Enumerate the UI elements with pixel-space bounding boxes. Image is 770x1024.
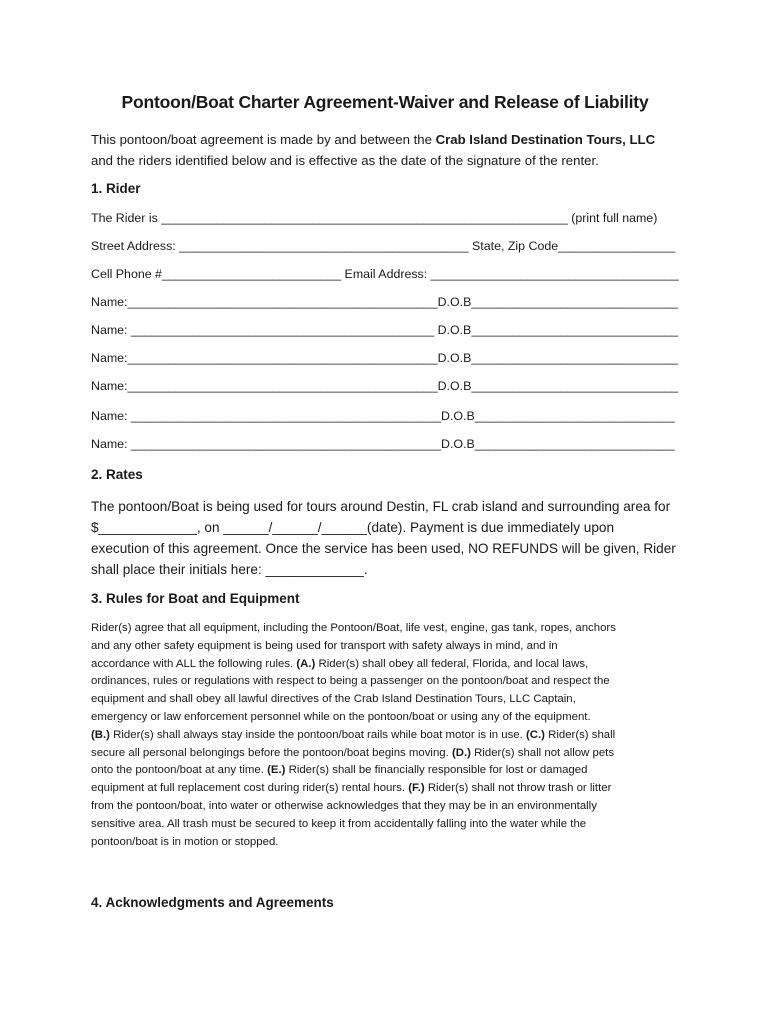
- rules-text: onto the pontoon/boat at any time.: [91, 764, 268, 777]
- rules-line-11: from the pontoon/boat, into water or otherwise acknowledges that they may be in an environmentally: [91, 799, 597, 812]
- rules-text: accordance with ALL the following rules.: [91, 657, 297, 670]
- rules-text: secure all personal belongings before the pontoon/boat begins moving.: [91, 746, 452, 759]
- name-dob-field-1[interactable]: Name:_____________________________________________D.O.B______________________________: [91, 295, 679, 309]
- rules-line-10: [91, 780, 691, 798]
- rates-paragraph: [91, 496, 691, 580]
- rule-marker-e: (E.): [267, 764, 286, 777]
- rules-text: Rider(s) shall not allow pets: [470, 746, 615, 759]
- rates-line-4[interactable]: shall place their initials here: _____________.: [91, 562, 368, 577]
- company-name: Crab Island Destination Tours, LLC: [435, 132, 656, 147]
- rules-line-13: pontoon/boat is in motion or stopped.: [91, 835, 279, 848]
- document-title: Pontoon/Boat Charter Agreement-Waiver and Release of Liability: [121, 92, 649, 112]
- name-dob-field-5[interactable]: Name: _____________________________________________D.O.B_____________________________: [91, 409, 675, 423]
- rule-marker-c: (C.): [525, 728, 545, 741]
- rule-marker-d: (D.): [451, 746, 471, 759]
- rules-line-12: sensitive area. All trash must be secured to keep it from accidentally falling into the water while the: [91, 817, 587, 830]
- rules-line-6: emergency or law enforcement personnel while on the pontoon/boat or using any of the equipment.: [91, 710, 591, 723]
- name-dob-field-6[interactable]: Name: _____________________________________________D.O.B_____________________________: [91, 437, 675, 451]
- section-heading-rates: 2. Rates: [91, 467, 143, 482]
- section-heading-rider: 1. Rider: [91, 181, 141, 196]
- section-heading-acknowledgments: 4. Acknowledgments and Agreements: [91, 895, 334, 910]
- street-address-field[interactable]: Street Address: __________________________________________ State, Zip Code_________________: [91, 239, 676, 253]
- intro-line-2: and the riders identified below and is effective as the date of the signature of the renter.: [91, 153, 599, 168]
- name-dob-field-3[interactable]: Name:_____________________________________________D.O.B______________________________: [91, 351, 679, 365]
- rules-line-3: [91, 656, 691, 674]
- rules-line-8: [91, 745, 691, 763]
- rules-text: equipment at full replacement cost during rider(s) rental hours.: [91, 782, 409, 795]
- name-dob-field-2[interactable]: Name: ____________________________________________ D.O.B______________________________: [91, 323, 679, 337]
- intro-line-1: [91, 129, 691, 150]
- rules-text: Rider(s) shall obey all federal, Florida, and local laws,: [315, 657, 589, 670]
- rules-line-7: [91, 727, 691, 745]
- rules-text: Rider(s) shall always stay inside the pontoon/boat rails while boat motor is in use.: [109, 728, 526, 741]
- rule-marker-b: (B.): [91, 728, 110, 741]
- section-heading-rules: 3. Rules for Boat and Equipment: [91, 591, 300, 606]
- rates-line-2[interactable]: $_____________, on ______/______/______(date). Payment is due immediately upon: [91, 520, 615, 535]
- rules-text: Rider(s) shall: [544, 728, 616, 741]
- rules-line-9: [91, 762, 691, 780]
- rules-line-4: ordinances, rules or regulations with respect to being a passenger on the pontoon/boat and respect the: [91, 675, 610, 688]
- rules-text: Rider(s) shall be financially responsible for lost or damaged: [285, 764, 588, 777]
- rule-marker-f: (F.): [408, 782, 425, 795]
- rules-text: Rider(s) shall not throw trash or litter: [424, 782, 612, 795]
- rates-line-3: execution of this agreement. Once the service has been used, NO REFUNDS will be given, Rider: [91, 541, 676, 556]
- rider-name-field[interactable]: The Rider is ___________________________________________________________ (print full name): [91, 211, 658, 225]
- rates-line-1: The pontoon/Boat is being used for tours around Destin, FL crab island and surrounding area for: [91, 499, 671, 514]
- rules-line-5: equipment and shall obey all lawful directives of the Crab Island Destination Tours, LLC Captain,: [91, 693, 576, 706]
- rules-paragraph: [91, 620, 691, 851]
- rule-marker-a: (A.): [296, 657, 316, 670]
- rules-line-2: and any other safety equipment is being used for transport with safety always in mind, and in: [91, 639, 558, 652]
- intro-paragraph: [91, 129, 691, 171]
- cell-phone-email-field[interactable]: Cell Phone #__________________________ Email Address: ____________________________________: [91, 267, 679, 281]
- rules-line-1: Rider(s) agree that all equipment, including the Pontoon/Boat, life vest, engine, gas tank, ropes, anchors: [91, 622, 616, 634]
- name-dob-field-4[interactable]: Name:_____________________________________________D.O.B______________________________: [91, 379, 679, 393]
- intro-text: This pontoon/boat agreement is made by and between the: [91, 132, 436, 147]
